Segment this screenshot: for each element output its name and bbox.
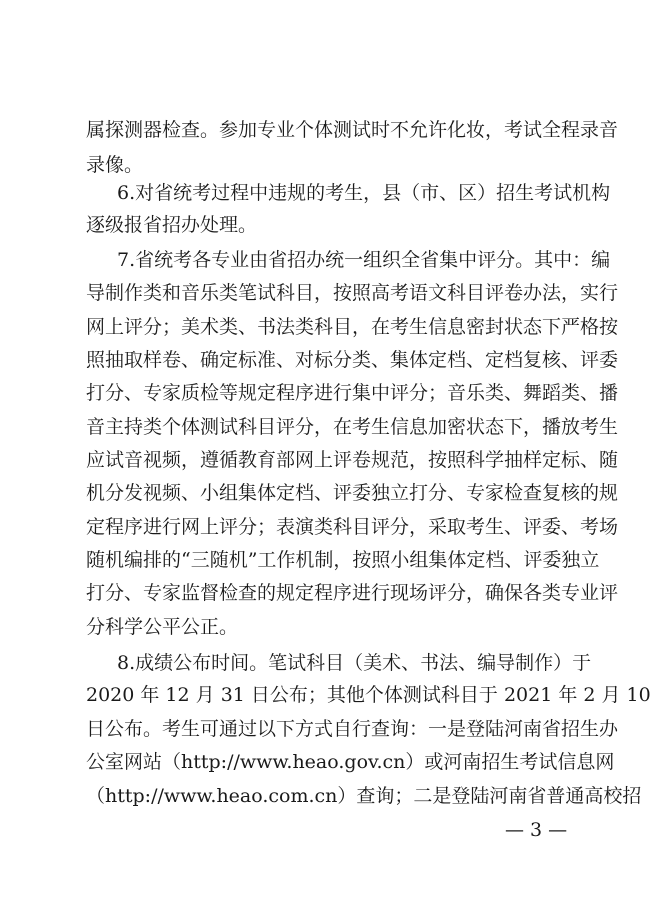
text-line: 机分发视频、小组集体定档、评委独立打分、专家检查复核的规 (86, 482, 619, 504)
text-line: 应试音视频，遵循教育部网上评卷规范，按照科学抽样定标、随 (86, 449, 619, 471)
text-line: 照抽取样卷、确定标准、对标分类、集体定档、定档复核、评委 (86, 349, 619, 371)
text-line: 逐级报省招办处理。 (86, 214, 258, 236)
text-line: 音主持类个体测试科目评分，在考生信息加密状态下，播放考生 (86, 416, 619, 438)
text-line: 2020 年 12 月 31 日公布；其他个体测试科目于 2021 年 2 月 10 (86, 684, 651, 706)
text-line: 打分、专家监督检查的规定程序进行现场评分，确保各类专业评 (86, 582, 619, 604)
text-line: 导制作类和音乐类笔试科目，按照高考语文科目评卷办法，实行 (86, 282, 619, 304)
text-line: 随机编排的“三随机”工作机制，按照小组集体定档、评委独立 (86, 549, 600, 571)
text-line: 定程序进行网上评分；表演类科目评分，采取考生、评委、考场 (86, 516, 619, 538)
text-line: 打分、专家质检等规定程序进行集中评分；音乐类、舞蹈类、播 (86, 382, 619, 404)
text-line: （http://www.heao.com.cn）查询；二是登陆河南省普通高校招 (86, 785, 642, 807)
text-line: 录像。 (86, 154, 144, 176)
text-line: 6.对省统考过程中违规的考生，县（市、区）招生考试机构 (117, 182, 611, 204)
text-line: 日公布。考生可通过以下方式自行查询：一是登陆河南省招生办 (86, 718, 619, 740)
text-line: 7.省统考各专业由省招办统一组织全省集中评分。其中：编 (117, 249, 611, 271)
text-line: 分科学公平公正。 (86, 616, 239, 638)
text-line: 属探测器检查。参加专业个体测试时不允许化妆，考试全程录音 (86, 119, 619, 141)
page-number: — 3 — (505, 819, 568, 841)
text-line: 公室网站（http://www.heao.gov.cn）或河南招生考试信息网 (86, 751, 615, 773)
text-line: 网上评分；美术类、书法类科目，在考生信息密封状态下严格按 (86, 316, 619, 338)
text-line: 8.成绩公布时间。笔试科目（美术、书法、编导制作）于 (117, 652, 592, 674)
